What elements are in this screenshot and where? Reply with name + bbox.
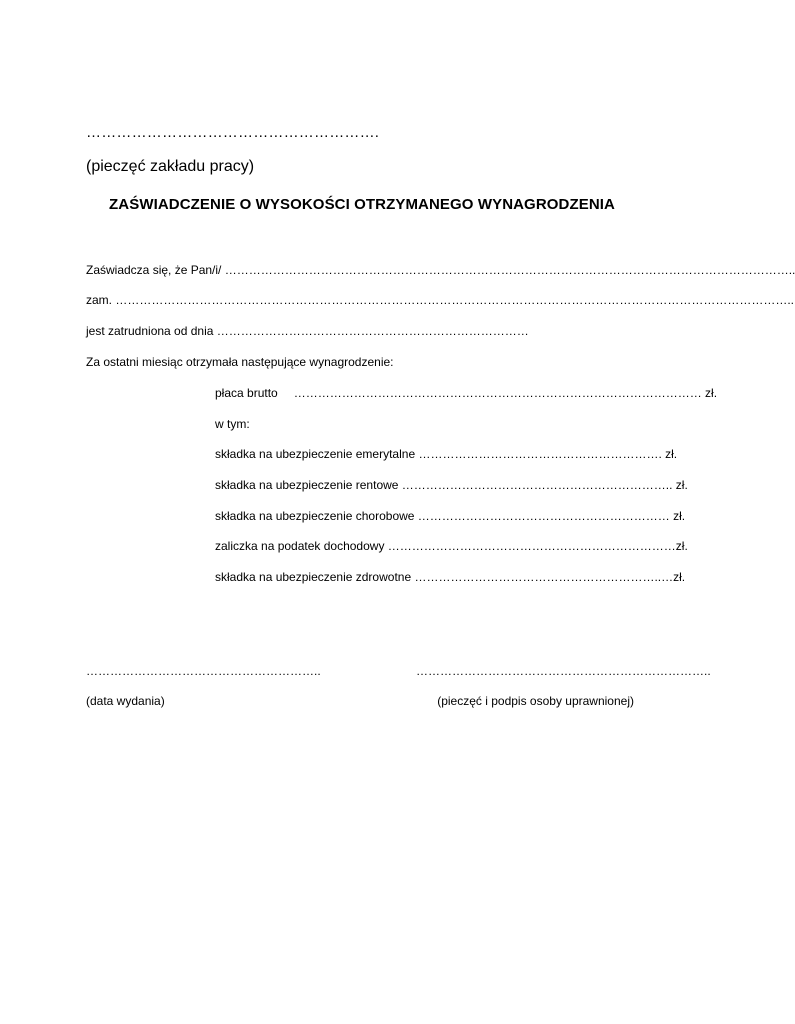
stamp-placeholder: …………………………………………………. bbox=[86, 124, 380, 141]
disability-contribution-field: składka na ubezpieczenie rentowe ………………………………………………………….. zł. bbox=[215, 478, 688, 492]
employee-name-field: Zaświadcza się, że Pan/i/ …………………………………………………………………………………………………………………………….. bbox=[86, 263, 795, 277]
issue-date-placeholder: ………………………………………………….. bbox=[86, 664, 321, 678]
gross-salary-label: płaca brutto bbox=[215, 386, 278, 400]
health-contribution-field: składka na ubezpieczenie zdrowotne ……………………………………………………..…zł. bbox=[215, 570, 686, 584]
stamp-label: (pieczęć zakładu pracy) bbox=[86, 158, 255, 175]
including-label: w tym: bbox=[215, 417, 250, 431]
document-title: ZAŚWIADCZENIE O WYSOKOŚCI OTRZYMANEGO WYNAGRODZENIA bbox=[109, 196, 615, 213]
gross-salary-value: ………………………………………………………………………………………… zł. bbox=[293, 386, 718, 400]
income-tax-advance-field: zaliczka na podatek dochodowy ………………………………………………………………zł. bbox=[215, 539, 688, 553]
employment-start-field: jest zatrudniona od dnia …………………………………………………………………… bbox=[86, 324, 529, 338]
signature-placeholder: ……………………………………………………………….. bbox=[416, 664, 711, 678]
signature-label: (pieczęć i podpis osoby uprawnionej) bbox=[437, 694, 634, 708]
gross-salary-field bbox=[215, 386, 717, 400]
salary-intro: Za ostatni miesiąc otrzymała następujące wynagrodzenie: bbox=[86, 355, 394, 369]
employee-address-field: zam. …………………………………………………………………………………………………………………………………………………….. bbox=[86, 293, 795, 307]
sickness-contribution-field: składka na ubezpieczenie chorobowe ……………………………………………………… zł. bbox=[215, 509, 686, 523]
pension-contribution-field: składka na ubezpieczenie emerytalne ……………………………………………………. zł. bbox=[215, 447, 678, 461]
issue-date-label: (data wydania) bbox=[86, 694, 165, 708]
